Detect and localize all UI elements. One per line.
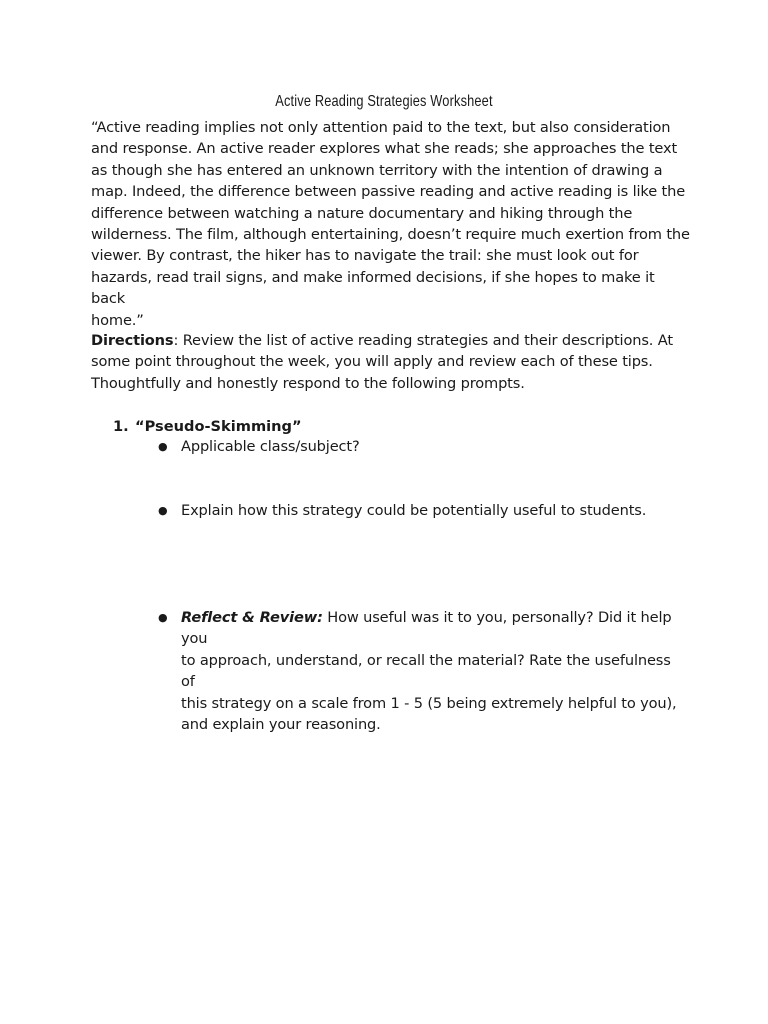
directions-text: Thoughtfully and honestly respond to the following prompts. [91, 374, 525, 392]
page-title: Active Reading Strategies Worksheet [275, 93, 493, 110]
quote-line: home.” [91, 311, 144, 329]
quote-line: and response. An active reader explores what she reads; she approaches the text [91, 140, 678, 158]
strategy-number: 1. [113, 418, 129, 435]
reflect-text: to approach, understand, or recall the material? Rate the usefulness of [181, 651, 671, 691]
quote-line: difference between watching a nature documentary and hiking through the [91, 204, 633, 222]
quote-line: “Active reading implies not only attention paid to the text, but also consideration [91, 119, 671, 136]
quote-line: viewer. By contrast, the hiker has to navigate the trail: she must look out for [91, 247, 639, 265]
directions-label: Directions [91, 332, 174, 349]
reflect-text: this strategy on a scale from 1 - 5 (5 being extremely helpful to you), [181, 694, 677, 712]
directions-paragraph [91, 330, 691, 394]
bullet-icon: ● [158, 440, 168, 453]
quote-line: wilderness. The film, although entertaining, doesn’t require much exertion from the [91, 226, 690, 244]
reflect-label: Reflect & Review: [181, 609, 323, 626]
reflect-text: and explain your reasoning. [181, 716, 381, 734]
bullet-icon: ● [158, 504, 168, 517]
prompt-explain: Explain how this strategy could be potentially useful to students. [181, 502, 647, 519]
prompt-applicable: Applicable class/subject? [181, 438, 360, 455]
quote-line: hazards, read trail signs, and make informed decisions, if she hopes to make it back [91, 268, 655, 308]
directions-text: : Review the list of active reading strategies and their descriptions. At [173, 332, 673, 349]
quote-line: map. Indeed, the difference between passive reading and active reading is like the [91, 183, 686, 201]
strategy-name: “Pseudo-Skimming” [135, 418, 302, 435]
directions-text: some point throughout the week, you will apply and review each of these tips. [91, 353, 653, 371]
prompt-reflect [181, 607, 686, 735]
reflect-text: How useful was it to you, personally? Did it help you [181, 609, 672, 648]
quote-line: as though she has entered an unknown territory with the intention of drawing a [91, 161, 663, 179]
bullet-icon: ● [158, 611, 168, 624]
opening-quote [91, 117, 691, 331]
